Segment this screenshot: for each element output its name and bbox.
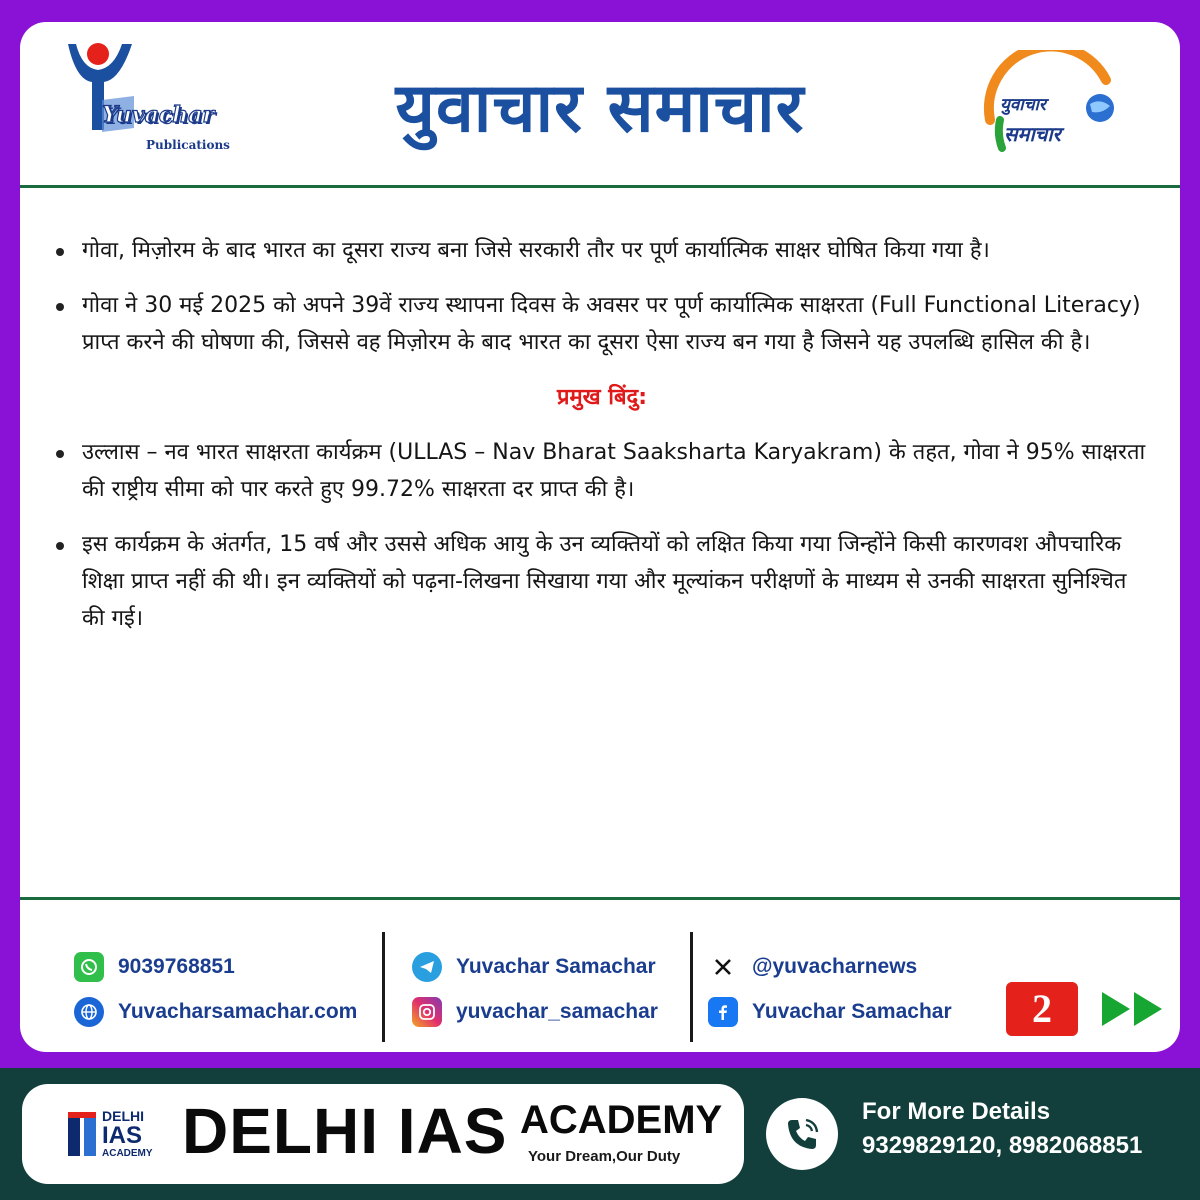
yuvachar-publications-logo [62,40,252,160]
yuvachar-samachar-logo [978,50,1128,170]
bullet-text: गोवा, मिज़ोरम के बाद भारत का दूसरा राज्य बना जिसे सरकारी तौर पर पूर्ण कार्यात्मिक साक्षर घोषित किया गया है। [82,238,990,263]
academy-name: DELHI IAS [182,1095,508,1167]
logo-right-line1: युवाचार [1000,95,1046,115]
globe-icon [74,997,104,1027]
x-handle: @yuvacharnews [752,955,918,978]
logo-brand-text: Yuvachar [102,102,215,128]
website-text: Yuvacharsamachar.com [118,1000,358,1023]
x-icon [708,952,738,982]
contact-divider [382,932,385,1042]
facebook-handle: Yuvachar Samachar [752,1000,952,1023]
more-details-phones: 9329829120, 8982068851 [862,1132,1143,1159]
bullet-text: गोवा ने 30 मई 2025 को अपने 39वें राज्य स्थापना दिवस के अवसर पर पूर्ण कार्यात्मिक साक्षरता (Full Functional Literacy) प्राप्त करने की घोषणा की, जिससे वह मिज़ोरम के बाद भारत का दूसरा ऐसा राज्य बन गया है जिसने यह उपलब्धि हासिल की है। [82,293,1141,355]
bullet-text: उल्लास – नव भारत साक्षरता कार्यक्रम (ULLAS – Nav Bharat Saaksharta Karyakram) के तहत, गोवा ने 95% साक्षरता की राष्ट्रीय सीमा को पार करते हुए 99.72% साक्षरता दर प्राप्त की है। [82,440,1146,502]
instagram-icon [412,997,442,1027]
list-item [52,232,1152,269]
contact-divider [690,932,693,1042]
list-item [52,526,1152,637]
academy-emblem-icon [66,1110,98,1158]
key-points-heading: प्रमुख बिंदु: [556,385,648,410]
academy-tagline: Your Dream,Our Duty [528,1148,681,1165]
double-arrow-right-icon[interactable] [1098,988,1168,1030]
website-link[interactable] [74,997,357,1027]
telegram-handle: Yuvachar Samachar [456,955,656,978]
bullet-dot-icon [56,542,64,550]
mini-line1: DELHI [102,1108,144,1124]
delhi-ias-academy-logo [22,1084,744,1184]
academy-mini-logo [66,1106,176,1162]
logo-sub-text: Publications [146,138,230,152]
facebook-contact[interactable] [708,997,952,1027]
page-number-badge: 2 [1006,982,1078,1036]
footer-band [0,1068,1200,1200]
logo-right-line2: समाचार [1004,122,1061,146]
telegram-icon [412,952,442,982]
bullet-dot-icon [56,450,64,458]
x-contact[interactable] [708,952,917,982]
page-title: युवाचार समाचार [395,69,805,148]
bullet-dot-icon [56,248,64,256]
telegram-contact[interactable] [412,952,656,982]
news-card [20,22,1180,1052]
bullet-dot-icon [56,303,64,311]
bullet-text: इस कार्यक्रम के अंतर्गत, 15 वर्ष और उससे अधिक आयु के उन व्यक्तियों को लक्षित किया गया जिन्होंने किसी कारणवश औपचारिक शिक्षा प्राप्त नहीं की थी। इन व्यक्तियों को पढ़ना-लिखना सिखाया गया और मूल्यांकन परीक्षणों के माध्यम से उनकी साक्षरता सुनिश्चित की गई। [82,532,1127,631]
mini-line2: IAS [102,1122,143,1149]
whatsapp-icon [74,952,104,982]
instagram-contact[interactable] [412,997,658,1027]
header-divider [20,185,1180,188]
list-item [52,434,1152,508]
list-item [52,287,1152,361]
more-details-title: For More Details [862,1098,1051,1125]
article-content [52,232,1152,655]
academy-word: ACADEMY [520,1098,723,1142]
instagram-handle: yuvachar_samachar [456,1000,658,1023]
footer-divider [20,897,1180,900]
facebook-icon [708,997,738,1027]
mini-line3: ACADEMY [102,1148,153,1159]
whatsapp-contact[interactable] [74,952,235,982]
phone-icon [766,1098,838,1170]
whatsapp-number: 9039768851 [118,955,235,978]
